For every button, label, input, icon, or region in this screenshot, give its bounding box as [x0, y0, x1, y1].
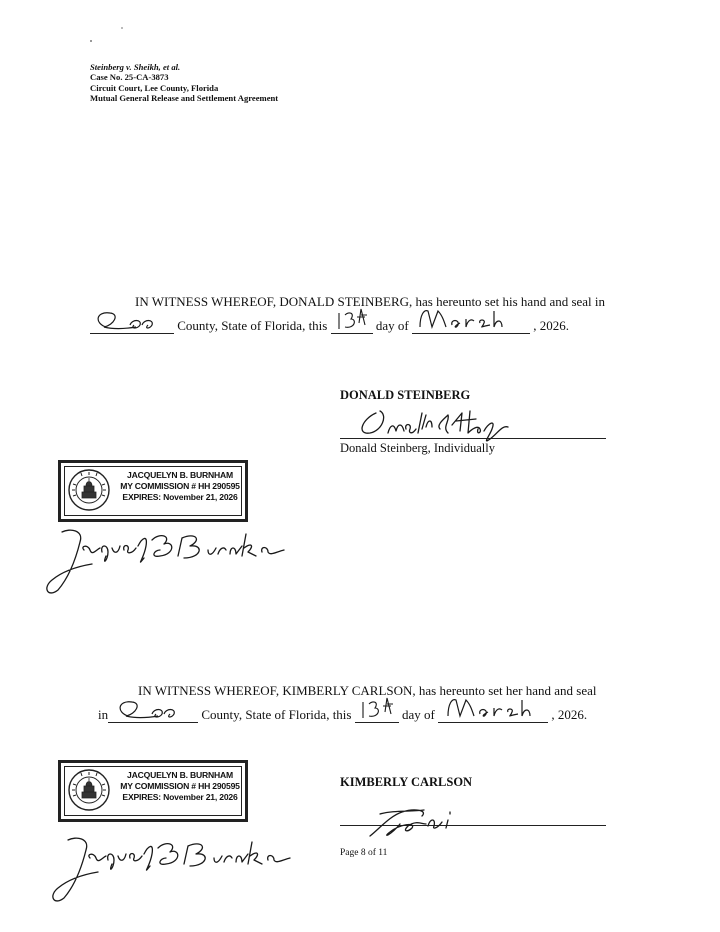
- day-suffix-2: day of: [401, 707, 435, 722]
- year-suffix-2: , 2026.: [551, 707, 588, 722]
- day-blank-2: [355, 708, 399, 723]
- county-blank-1: [90, 319, 174, 334]
- notary-seal-2: [67, 768, 111, 812]
- day-handwriting-1: [331, 305, 373, 335]
- notary-signature-2: [44, 828, 294, 910]
- county-blank-2: [108, 708, 198, 723]
- signer-1-caption: Donald Steinberg, Individually: [340, 441, 495, 455]
- signature-kimberly-carlson: [360, 802, 500, 842]
- witness-1-line-2: [90, 318, 569, 334]
- notary-expires-2: EXPIRES: November 21, 2026: [122, 792, 238, 802]
- notary-seal-1: [67, 468, 111, 512]
- notary-signature-1: [40, 518, 290, 600]
- notary-stamp-2-text: [119, 770, 241, 803]
- month-blank-2: [438, 708, 548, 723]
- case-header: [90, 62, 278, 104]
- county-suffix-1: County, State of Florida, this: [177, 318, 328, 333]
- day-blank-1: [331, 319, 373, 334]
- signer-1-heading: DONALD STEINBERG: [340, 388, 471, 402]
- case-number: Case No. 25-CA-3873: [90, 72, 169, 83]
- month-handwriting-1: [412, 305, 530, 335]
- month-blank-1: [412, 319, 530, 334]
- county-handwriting-1: [90, 305, 174, 335]
- notary-stamp-1: [58, 460, 248, 522]
- notary-commission: MY COMMISSION # HH 290595: [120, 481, 240, 491]
- case-style: Steinberg v. Sheikh, et al.: [90, 62, 181, 72]
- notary-commission-2: MY COMMISSION # HH 290595: [120, 781, 240, 791]
- signer-2-heading: KIMBERLY CARLSON: [340, 775, 473, 789]
- document-title: Mutual General Release and Settlement Agreement: [90, 93, 279, 104]
- month-handwriting-2: [438, 694, 548, 724]
- notary-stamp-1-text: [119, 470, 241, 503]
- county-handwriting-2: [108, 694, 198, 724]
- page-speck: [90, 40, 92, 42]
- year-suffix-1: , 2026.: [533, 318, 569, 333]
- notary-stamp-2: [58, 760, 248, 822]
- page-number: Page 8 of 11: [340, 848, 388, 858]
- witness-1-text: IN WITNESS WHEREOF, DONALD STEINBERG, has hereunto set his hand and seal in: [135, 294, 606, 309]
- notary-expires: EXPIRES: November 21, 2026: [122, 492, 238, 502]
- page-speck: [121, 27, 123, 29]
- notary-name: JACQUELYN B. BURNHAM: [127, 470, 233, 480]
- day-suffix-1: day of: [375, 318, 409, 333]
- court-name: Circuit Court, Lee County, Florida: [90, 82, 219, 93]
- witness-2-prefix: in: [98, 707, 109, 722]
- day-handwriting-2: [355, 694, 399, 724]
- witness-2-line-2: [98, 707, 587, 723]
- notary-name-2: JACQUELYN B. BURNHAM: [127, 770, 233, 780]
- witness-2-text: IN WITNESS WHEREOF, KIMBERLY CARLSON, has hereunto set her hand and seal: [138, 683, 597, 698]
- county-suffix-2: County, State of Florida, this: [201, 707, 352, 722]
